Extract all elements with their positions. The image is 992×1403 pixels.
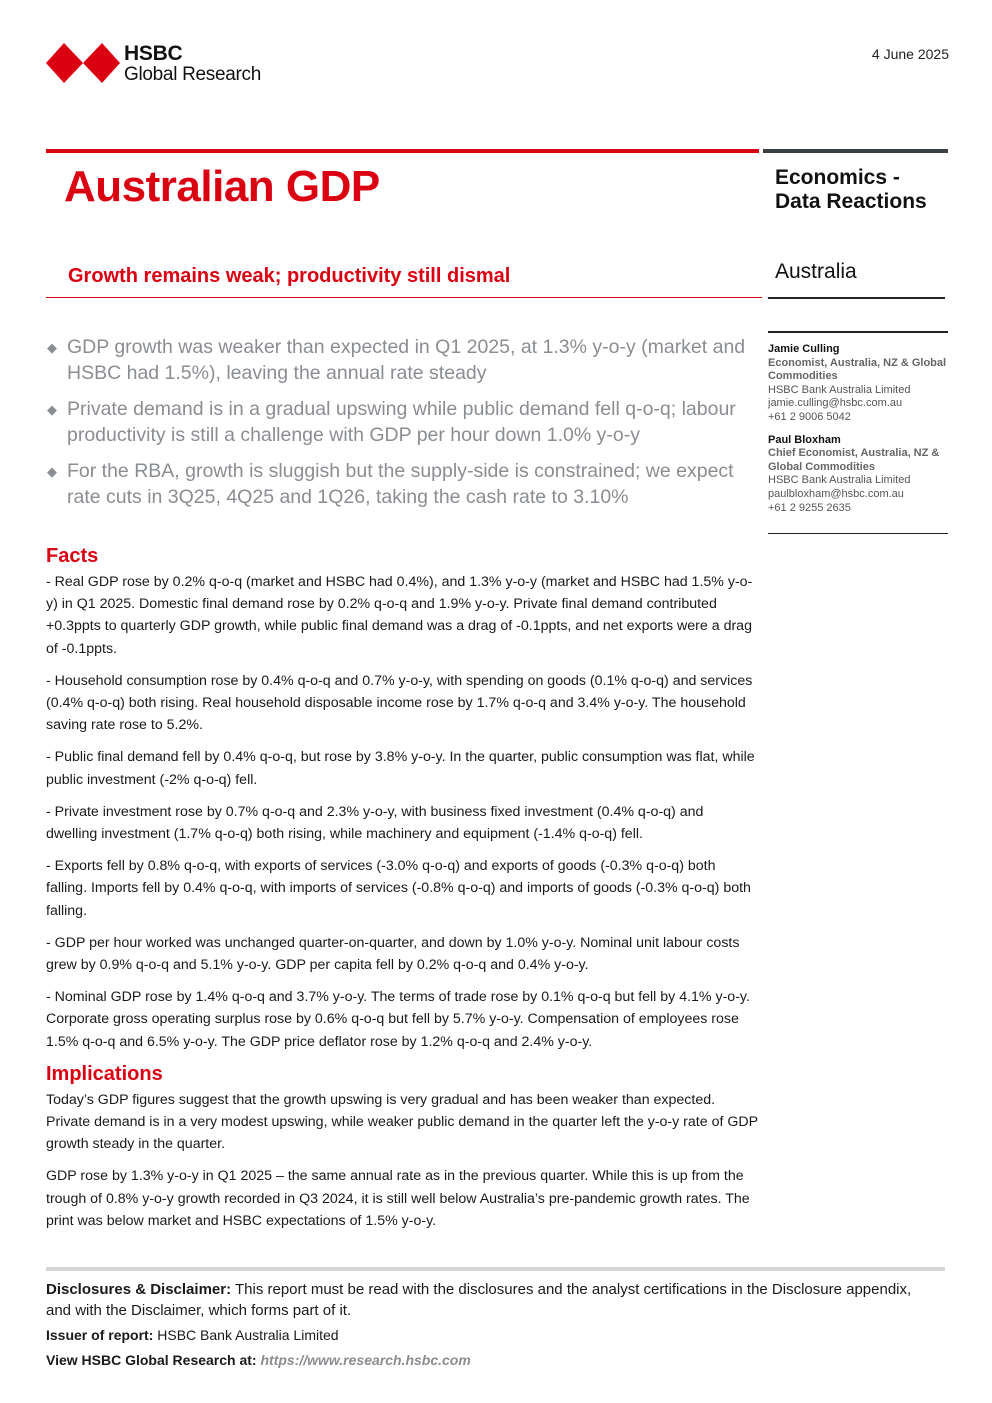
- report-date: 4 June 2025: [871, 46, 949, 62]
- report-country: Australia: [775, 260, 857, 283]
- report-subtitle: Growth remains weak; productivity still dismal: [68, 265, 511, 287]
- author-phone: +61 2 9255 2635: [768, 501, 851, 514]
- footer: [46, 1279, 926, 1375]
- author-email[interactable]: jamie.culling@hsbc.com.au: [768, 397, 903, 410]
- disclosure-line: [46, 1279, 926, 1321]
- country-rule: [768, 297, 945, 299]
- facts-paragraph: - GDP per hour worked was unchanged quarter-on-quarter, and down by 1.0% y-o-y. Nominal unit labour costs grew by 0.9% q-o-q and 5.1% y-o-y. GDP per capita fell by 0.2% q-o-q and 0.4% y-o-y.: [46, 934, 740, 974]
- issuer-text: HSBC Bank Australia Limited: [153, 1327, 339, 1343]
- facts-paragraph: - Exports fell by 0.8% q-o-q, with exports of services (-3.0% q-o-q) and exports of goods (-0.3% q-o-q) both falling. Imports fell by 0.4% q-o-q, with imports of services (-0.8% q-o-q) and imports of goods (-0.3% q-o-q) both falling.: [46, 858, 751, 919]
- hsbc-logo: [46, 43, 276, 87]
- research-link[interactable]: https://www.research.hsbc.com: [260, 1352, 471, 1368]
- authors-rule-top: [768, 331, 948, 333]
- title-grey-rule: [763, 149, 948, 153]
- author-email[interactable]: paulbloxham@hsbc.com.au: [768, 487, 904, 500]
- key-point: ◆ GDP growth was weaker than expected in Q1 2025, at 1.3% y-o-y (market and HSBC had 1.5%), leaving the annual rate steady: [47, 336, 746, 384]
- author-role: Economist, Australia, NZ & Global Commodities: [768, 356, 947, 383]
- report-series: Economics - Data Reactions: [775, 166, 927, 213]
- title-red-rule: [46, 149, 759, 153]
- author-company: HSBC Bank Australia Limited: [768, 474, 911, 487]
- author-role: Chief Economist, Australia, NZ & Global Commodities: [768, 447, 940, 473]
- facts-paragraph: - Private investment rose by 0.7% q-o-q and 2.3% y-o-y, with business fixed investment (0.4% q-o-q) and dwelling investment (1.7% q-o-q) both rising, while machinery and equipment (-1.4% q-o-q) fell.: [46, 803, 704, 843]
- facts-paragraph: - Public final demand fell by 0.4% q-o-q, but rose by 3.8% y-o-y. In the quarter, public consumption was flat, while public investment (-2% q-o-q) fell.: [46, 749, 755, 788]
- author-card: [768, 343, 948, 425]
- authors-panel: [768, 343, 948, 524]
- disclosure-label: Disclosures & Disclaimer:: [46, 1281, 232, 1298]
- subtitle-rule: [46, 297, 762, 298]
- key-points: [46, 334, 758, 520]
- authors-rule-bottom: [768, 533, 948, 534]
- facts-heading: Facts: [46, 545, 99, 567]
- author-company: HSBC Bank Australia Limited: [768, 383, 911, 396]
- diamond-bullet-icon: ◆: [47, 464, 57, 479]
- implications-paragraph: GDP rose by 1.3% y-o-y in Q1 2025 – the same annual rate as in the previous quarter. While this is up from the trough of 0.8% y-o-y growth recorded in Q3 2024, it is still well below Australia’s pre-pandemic growth rates. The print was below market and HSBC expectations of 1.5% y-o-y.: [46, 1168, 750, 1229]
- brand-name: HSBC: [124, 42, 183, 65]
- disclosure-text: This report must be read with the disclosures and the analyst certifications in the Disclosure appendix, and with the Disclaimer, which forms part of it.: [46, 1281, 912, 1319]
- author-name: Jamie Culling: [768, 343, 840, 355]
- facts-paragraph: - Household consumption rose by 0.4% q-o-q and 0.7% y-o-y, with spending on goods (0.1% q-o-q) and services (0.4% q-o-q) both rising. Real household disposable income rose by 1.7% q-o-q and 3.4% y-o-y. The household saving rate rose to 5.2%.: [46, 672, 753, 734]
- hsbc-hexagon-icon: [46, 43, 120, 83]
- diamond-bullet-icon: ◆: [47, 402, 57, 417]
- facts-paragraph: - Real GDP rose by 0.2% q-o-q (market and HSBC had 0.4%), and 1.3% y-o-y (market and HSBC had 1.5% y-o-y) in Q1 2025. Domestic final demand rose by 0.2% q-o-q and 1.9% y-o-y. Private final demand contributed +0.3ppts to quarterly GDP growth, while public final demand was a drag of -0.1ppts, and net exports were a drag of -0.1ppts.: [46, 574, 753, 657]
- implications-paragraph: Today’s GDP figures suggest that the growth upswing is very gradual and has been weaker than expected. Private demand is in a very modest upswing, while weaker public demand in the quarter left the y-o-y rate of GDP growth steady in the quarter.: [46, 1091, 758, 1153]
- diamond-bullet-icon: ◆: [47, 340, 57, 355]
- issuer-label: Issuer of report:: [46, 1327, 154, 1343]
- author-phone: +61 2 9006 5042: [768, 410, 851, 423]
- key-point: ◆ For the RBA, growth is sluggish but the supply-side is constrained; we expect rate cuts in 3Q25, 4Q25 and 1Q26, taking the cash rate to 3.10%: [47, 460, 734, 508]
- key-point: ◆ Private demand is in a gradual upswing while public demand fell q-o-q; labour productivity is still a challenge with GDP per hour down 1.0% y-o-y: [47, 398, 736, 446]
- view-label: View HSBC Global Research at:: [46, 1352, 257, 1368]
- report-title: Australian GDP: [64, 162, 380, 211]
- footer-rule: [46, 1267, 945, 1271]
- facts-paragraph: - Nominal GDP rose by 1.4% q-o-q and 3.7% y-o-y. The terms of trade rose by 0.1% q-o-q but fell by 4.1% y-o-y. Corporate gross operating surplus rose by 0.6% q-o-q but fell by 5.7% y-o-y. Compensation of employees rose 1.5% q-o-q and 6.5% y-o-y. The GDP price deflator rose by 1.2% q-o-q and 2.4% y-o-y.: [46, 989, 750, 1050]
- view-research-line: [46, 1350, 926, 1371]
- issuer-line: [46, 1325, 926, 1346]
- author-name: Paul Bloxham: [768, 433, 841, 446]
- report-body: [46, 545, 758, 1242]
- brand-subname: Global Research: [124, 64, 262, 85]
- implications-heading: Implications: [46, 1062, 163, 1085]
- author-card: [768, 434, 948, 516]
